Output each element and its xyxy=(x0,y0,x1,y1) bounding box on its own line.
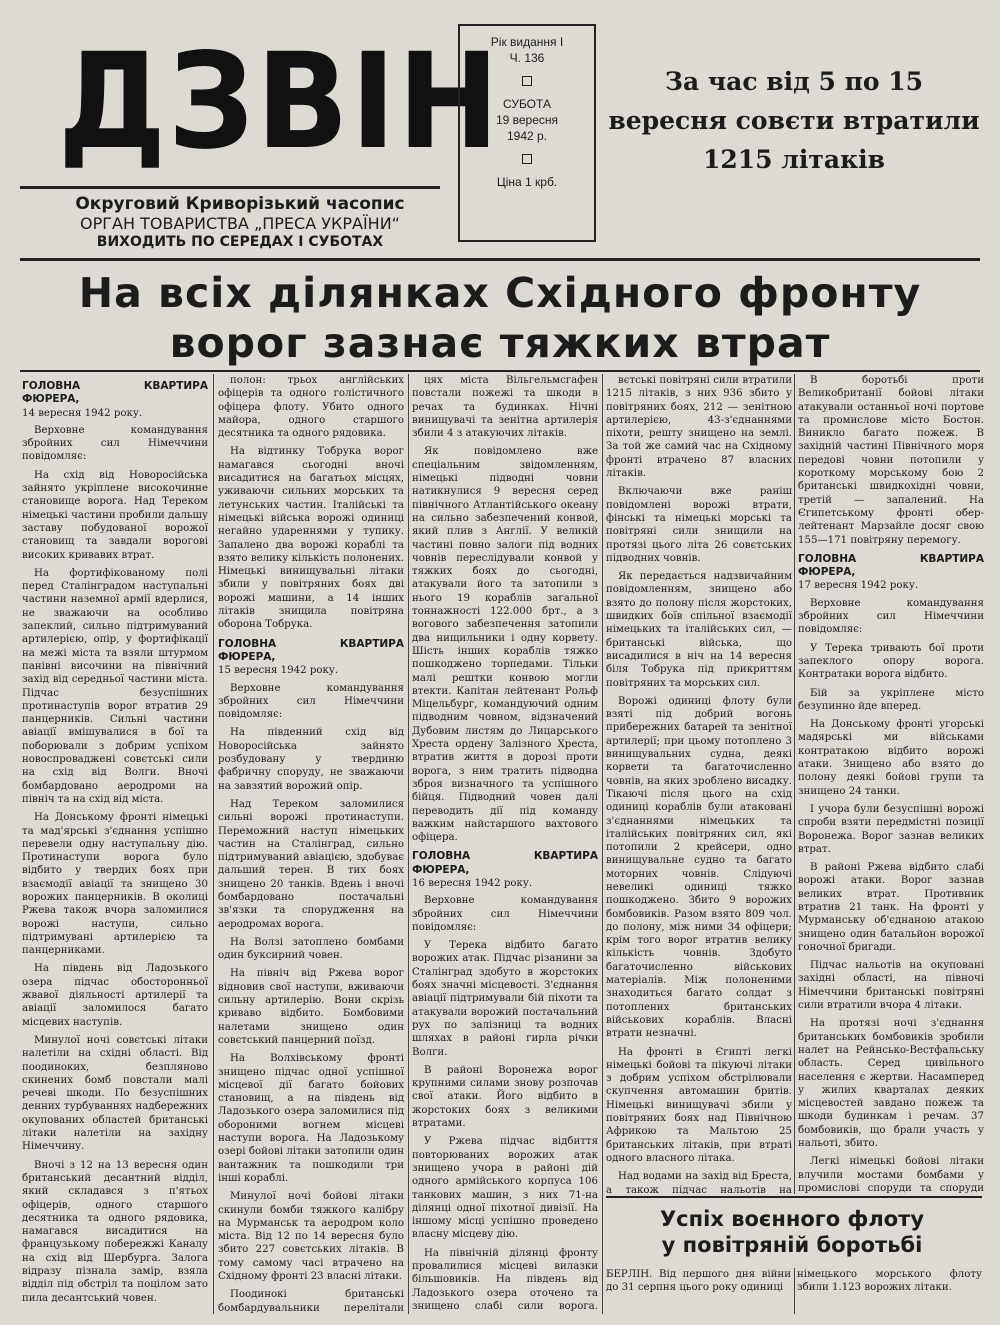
paragraph: На південь від Ладозького озера підчас обосторонньої жвавої діяльності артилерії та авіації заломилося багато місцевих наступів. xyxy=(22,963,208,1028)
article-text: БЕРЛІН. Від першого дня війни до 31 серпня цього року одиниці xyxy=(606,1269,791,1294)
paragraph: Над Тереком заломилися сильні ворожі протинаступи. Переможний наступ німецьких частин на Сталінград, сильно підтримуваний авіацією, здобуває дальший терен. В тих боях знищено 20 танків. Вдень і вночі бомбардовано постачальні зв'язки та спорудження на аеродромах ворога. xyxy=(218,798,404,930)
paragraph: І учора були безуспішні ворожі спроби взяти передмістні позиції Воронежа. Ворог зазнав великих втрат. xyxy=(798,803,984,855)
paragraph: Минулої ночі совєтські літаки налетіли на східні області. Від поодиноких, безпляново скинених бомб повстали малі речеві шкоди. По безуспішних денних турбуваннях надбережних окупованих областей британські літаки налетіли на західну Німеччину. xyxy=(22,1034,208,1153)
paragraph: У Терека тривають бої проти запеклого опору ворога. Контратаки ворога відбито. xyxy=(798,642,984,681)
square-ornament xyxy=(522,154,532,164)
paragraph: На південний схід від Новоросійська зайнято розбудовану у твердиню фабричну споруду, не зважаючи на завзятий ворожий опір. xyxy=(218,727,404,792)
paragraph: Верховне командування збройних сил Німеччини повідомляє: xyxy=(22,424,208,463)
paragraph: На Донському фронті німецькі та мад'ярські з'єднання успішно перевели одну наступальну дію. Протинаступи ворога було відбито у твердих боях при взаємодії авіації та знищено 30 ворожих панцерників. В околиці Ржева також вчора заломилися ворожі наступи, сильно підтримувані артилерією та панцерниками. xyxy=(22,812,208,957)
paragraph: На схід від Новоросійська зайнято укріплене високочинне становище ворога. Над Тереком німецькі частини пробили дальшу заставу побудованої ворожої становищ та завдали ворогові високих кривавих втрат. xyxy=(22,469,208,561)
article-text: німецького морського флоту збили 1.123 ворожих літаки. xyxy=(797,1269,982,1294)
paragraph: Верховне командування збройних сил Німеччини повідомляє: xyxy=(798,597,984,636)
paragraph: полон: трьох англійських офіцерів та одного голістичного офіцера флоту. Убито одного майора, одного старшого десятника та одного рядовика. xyxy=(218,375,404,440)
report-date: 16 вересня 1942 року. xyxy=(412,877,533,889)
paragraph: Над водами на захід від Бреста, а також підчас нальотів на xyxy=(606,1171,792,1194)
paragraph: Як повідомлено вже спеціальним звідомленням, німецькі підводні човни натикнулися 9 вересня серед північного Атлантійського океану на сильно забезпечений конвой, який плив з Англії. У великій частині повно залоги під водних човнів переслідували конвой у тяжких боях до сьогодні, атакували його та затопили з нього 19 кораблів загальної тоннажності 122.000 брт., а з вогового забезпечення затопили два нищильники і одну корвету. Шість інших кораблів тяжко пошкоджено торпедами. Тільки малі рештки конвою могли втекти. Капітан лейтенант Рольф Міцельбург, командуючий одним підводним човном, відзначений Дубовим листям до Лицарського Хреста ордену Залізного Хреста, втратив життя в дорозі проти ворога, з ним тратить підводна зброя визначного та успішного бійця. Підводний човен далі переводить дії під команду важким найстаршого вахтового офіцера. xyxy=(412,446,598,844)
paragraph: Бій за укріплене місто безупинно йде вперед. xyxy=(798,687,984,712)
column-divider xyxy=(213,374,214,1314)
issue-year: Рік видання І xyxy=(490,35,564,49)
article-column-2 xyxy=(218,374,404,1314)
divider xyxy=(606,1196,982,1198)
paragraph: В боротьбі проти Великобританії бойові літаки атакували останньої ночі портове та промислове місто Бостон. Виникло багато пожеж. В західній частині Північного моря передові човни потопили у короткому морському бою 2 британські швидкохідні човни, третій — запалений. На Єгипетському фронті обер-лейтенант Марзайле досяг свою 155—171 повітряну перемогу. xyxy=(798,375,984,546)
masthead xyxy=(0,0,1000,258)
paragraph: На північній ділянці фронту провалилися місцеві вилазки більшовиків. На південь від Ладозького озера оточено та знищено слабі сили ворога. xyxy=(412,1247,598,1312)
paragraph: На Волхівському фронті знищено підчас одної успішної місцевої дії багато бойових становищ, а на південь від Ладозького озера заломилися під обороними вогнем місцеві наступи ворога. На Ладозькому озері бойові літаки затопили один вантажник та пошкодили три інші кораблі. xyxy=(218,1053,404,1184)
divider xyxy=(20,258,980,261)
paragraph: Легкі німецькі бойові літаки влучили мостами бомбами у промислові споруди та споруди xyxy=(798,1156,984,1194)
paragraph: Включаючи вже раніш повідомлені ворожі втрати, фінські та німецькі морські та повітряні сили знищили на протязі цього літа 26 совєтських підводних човнів. xyxy=(606,486,792,564)
paragraph: Підчас нальотів на окуповані західні області, на півночі Німеччини британські повітряні сили втратили вчора 4 літаки. xyxy=(798,960,984,1012)
masthead-schedule: ВИХОДИТЬ ПО СЕРЕДАХ І СУБОТАХ xyxy=(96,234,384,250)
masthead-subtitle: Округовий Криворізький часопис xyxy=(75,194,405,214)
report-date: 17 вересня 1942 року. xyxy=(798,580,919,592)
report-heading: ГОЛОВНА КВАРТИРА ФЮРЕРА, xyxy=(22,380,208,406)
paragraph: На фронті в Єгипті легкі німецькі бойові та пікуючі літаки з добрим успіхом обстрілювали скупчення автомашин бритів. Німецькі винищувачі збили у повітряних боях над Північною Африкою та Мальтою 25 британських літаків, при втраті одного власного літака. xyxy=(606,1046,792,1164)
paragraph: На відтинку Тобрука ворог намагався сьогодні вночі висадитися на багатьох місцях, уживаючи сильних морських та летунських частин. Італійські та німецькі війська ворожі одиниці негайно удареннями у тупику. Запалено два ворожі кораблі та взято велику кількість полонених. Німецькі винищувальні літаки збили у повітряних боях дві ворожі машини, а 14 інших літаків знищила повітряна оборона Тобрука. xyxy=(218,446,404,631)
report-heading: ГОЛОВНА КВАРТИРА ФЮРЕРА, xyxy=(798,552,984,579)
article-column-3 xyxy=(412,374,598,1314)
issue-day: СУБОТА xyxy=(503,97,551,111)
divider xyxy=(20,186,440,189)
column-divider xyxy=(602,374,603,1314)
divider xyxy=(20,370,980,372)
paragraph: Ворожі одиниці флоту були взяті під добрий вогонь прибережних батарей та зенітної артилерії; при цьому потоплено 3 винищувальних судна, деякі корвети та багаточисленно човнів, на яких зроблено висадку. Тікаючі після цього на схід одиниці кораблів були атаковані з'єднаннями німецьких та італійських повітряних сил, які потопили 2 крейсери, одно винищувальне судно та багато моторних човнів. Слідуючі невеликі одиниці тяжко пошкоджено. Збито 9 ворожих бомбовиків. Разом взято 809 чол. до полону, між ними 34 офіцери; крім того ворог втратив велику кількість човнів. Здобуто багаточисленно військових матеріалів. Між полоненими знаходиться багато солдат з потоплених британських військових кораблів. Власні втрати незначні. xyxy=(606,695,792,1040)
paragraph: Як передається надзвичайним повідомленням, знищено або взято до полону після жорстоких, швидких боїв спільної взаємодії німецьких та італійських сил, — британські війська, що висадилися в ніч на 14 вересня біля Тобрука під прикриттям повітряних та морських сил. xyxy=(606,571,792,689)
paragraph: Минулої ночі бойові літаки скинули бомби тяжкого калібру на Мурманськ та аеродром коло міста. Від 12 по 14 вересня було збито 227 совєтських літаків. В тому самому часі втрачено на Східному фронті 23 власні літаки. xyxy=(218,1191,404,1282)
paragraph: На північ від Ржева ворог відновив свої наступи, вживаючи сильну артилерію. Вони скрізь криваво відбито. Бомбовими налетами знищено один совєтський панцерний поїзд. xyxy=(218,968,404,1046)
report-date: 15 вересня 1942 року. xyxy=(218,665,339,677)
masthead-organ: ОРГАН ТОВАРИСТВА „ПРЕСА УКРАЇНИ“ xyxy=(80,214,400,233)
paragraph: У Терека відбито багато ворожих атак. Підчас різанини за Сталінград здобуто в жорстоких боях значні місцевості. З'єднання авіації підтримували бій піхоти та атакували ворожий постачальний рух по залізниці та водних шляхах в районі гирла річки Волги. xyxy=(412,940,598,1058)
paragraph: вєтські повітряні сили втратили 1215 літаків, з них 936 збито у повітряних боях, 212 — зенітною артилерією, 43-з'єднаннями піхоти, решту знищено на землі. За той же самий час на Східному фронті втрачено 87 власних літаків. xyxy=(606,375,792,480)
paragraph: Поодинокі британські бомбардувальники перелітали xyxy=(218,1289,404,1314)
article-headline xyxy=(606,1206,978,1258)
paragraph: В районі Воронежа ворог крупними силами знову розпочав свої атаки. Його відбито в жорстоких боях з великими втратами. xyxy=(412,1064,598,1130)
issue-price: Ціна 1 крб. xyxy=(496,175,558,189)
column-divider xyxy=(794,1268,795,1314)
front-headline: За час від 5 по 15 вересня совєти втратили 1215 літаків xyxy=(608,67,980,174)
main-headline-line2: ворог зазнає тяжких втрат xyxy=(169,319,831,367)
paragraph: Вночі з 12 на 13 вересня один британський десантний відділ, який складався з п'ятьох офіцерів, одного старшого десятника та одного рядовика, намагався висадитися на французькому побережжі Каналу на схід від Шербурга. Залога відразу пізнала замір, взяла відділ під обстріл та поцілом зато пила десантський човен. xyxy=(22,1159,208,1304)
paragraph: У Ржева підчас відбиття повторюваних ворожих атак знищено учора в районі дій одного армійського корпуса 106 танкових машин, з них 71-на ділянці одної піхотної дивізії. На іншому місці успішно проведено власну місцеву дію. xyxy=(412,1136,598,1241)
article-headline-line2: у повітряній боротьбі xyxy=(661,1233,923,1257)
square-ornament xyxy=(522,76,532,86)
report-heading: ГОЛОВНА КВАРТИРА ФЮРЕРА, xyxy=(412,850,598,876)
paragraph: цях міста Вільгельмсгафен повстали пожежі та шкоди в речах та будинках. Нічні винищувачі та зенітна артилерія збили 4 з атакуючих літаків. xyxy=(412,375,598,440)
paragraph: На протязі ночі з'єднання британських бомбовиків зробили налет на Рейнсько-Вестфальську область. Серед цивільного населення є жертви. Насамперед у жилих кварталах деяких місцевостей завдано пожеж та шкоди будинкам і речам. 37 бомбовиків, що брали участь у нальоті, збито. xyxy=(798,1018,984,1150)
article-column-4 xyxy=(606,374,792,1194)
article-column-1 xyxy=(22,374,208,1314)
issue-number: Ч. 136 xyxy=(509,51,545,65)
column-divider xyxy=(408,374,409,1314)
main-headline xyxy=(10,268,990,368)
paragraph: На фортифікованому полі перед Сталінградом наступальні частини наземної армії вдерлися, не зважаючи на особливо запеклий, сильно підтримуваний артилерією, опір, у фортифікації на межі міста та взяли штурмом панівні височини на північний захід від середньої частини міста. Підчас безуспішних протинаступів ворог втратив 29 панцерників. Сильні частини авіації вмішувалися в бої та поборювали з добрим успіхом новоспроваджені совєтські сили на схід від Волги. Вночі бомбардовано аеродроми на північ та на схід від міста. xyxy=(22,567,208,805)
article-headline-line1: Успіх воєнного флоту xyxy=(659,1207,925,1231)
paragraph: Верховне командування збройних сил Німеччини повідомляє: xyxy=(412,895,598,933)
report-heading: ГОЛОВНА КВАРТИРА ФЮРЕРА, xyxy=(218,637,404,663)
newspaper-logo: ДЗВІН xyxy=(58,25,502,179)
report-date: 14 вересня 1942 року. xyxy=(22,407,143,419)
paragraph: Верховне командування збройних сил Німеччини повідомляє: xyxy=(218,682,404,721)
paragraph: В районі Ржева відбито слабі ворожі атаки. Ворог зазнав великих втрат. Противник втратив 21 танк. На фронті у Мурманську об'єднаною атакою знищено один батальйон ворожої гоночної бригади. xyxy=(798,862,984,953)
paragraph: На Донському фронті угорські мадярські ми військами контратакою відбито ворожі атаки. Знищено або взято до полону деякі бойові групи та знищено 24 танки. xyxy=(798,719,984,797)
issue-date: 19 вересня xyxy=(495,113,559,127)
issue-info-box xyxy=(458,24,596,242)
column-divider xyxy=(794,374,795,1194)
main-headline-line1: На всіх ділянках Східного фронту xyxy=(78,269,922,317)
paragraph: На Волзі затоплено бомбами один буксирний човен. xyxy=(218,936,404,962)
article-column-5 xyxy=(798,374,984,1194)
issue-year-date: 1942 р. xyxy=(506,129,548,143)
